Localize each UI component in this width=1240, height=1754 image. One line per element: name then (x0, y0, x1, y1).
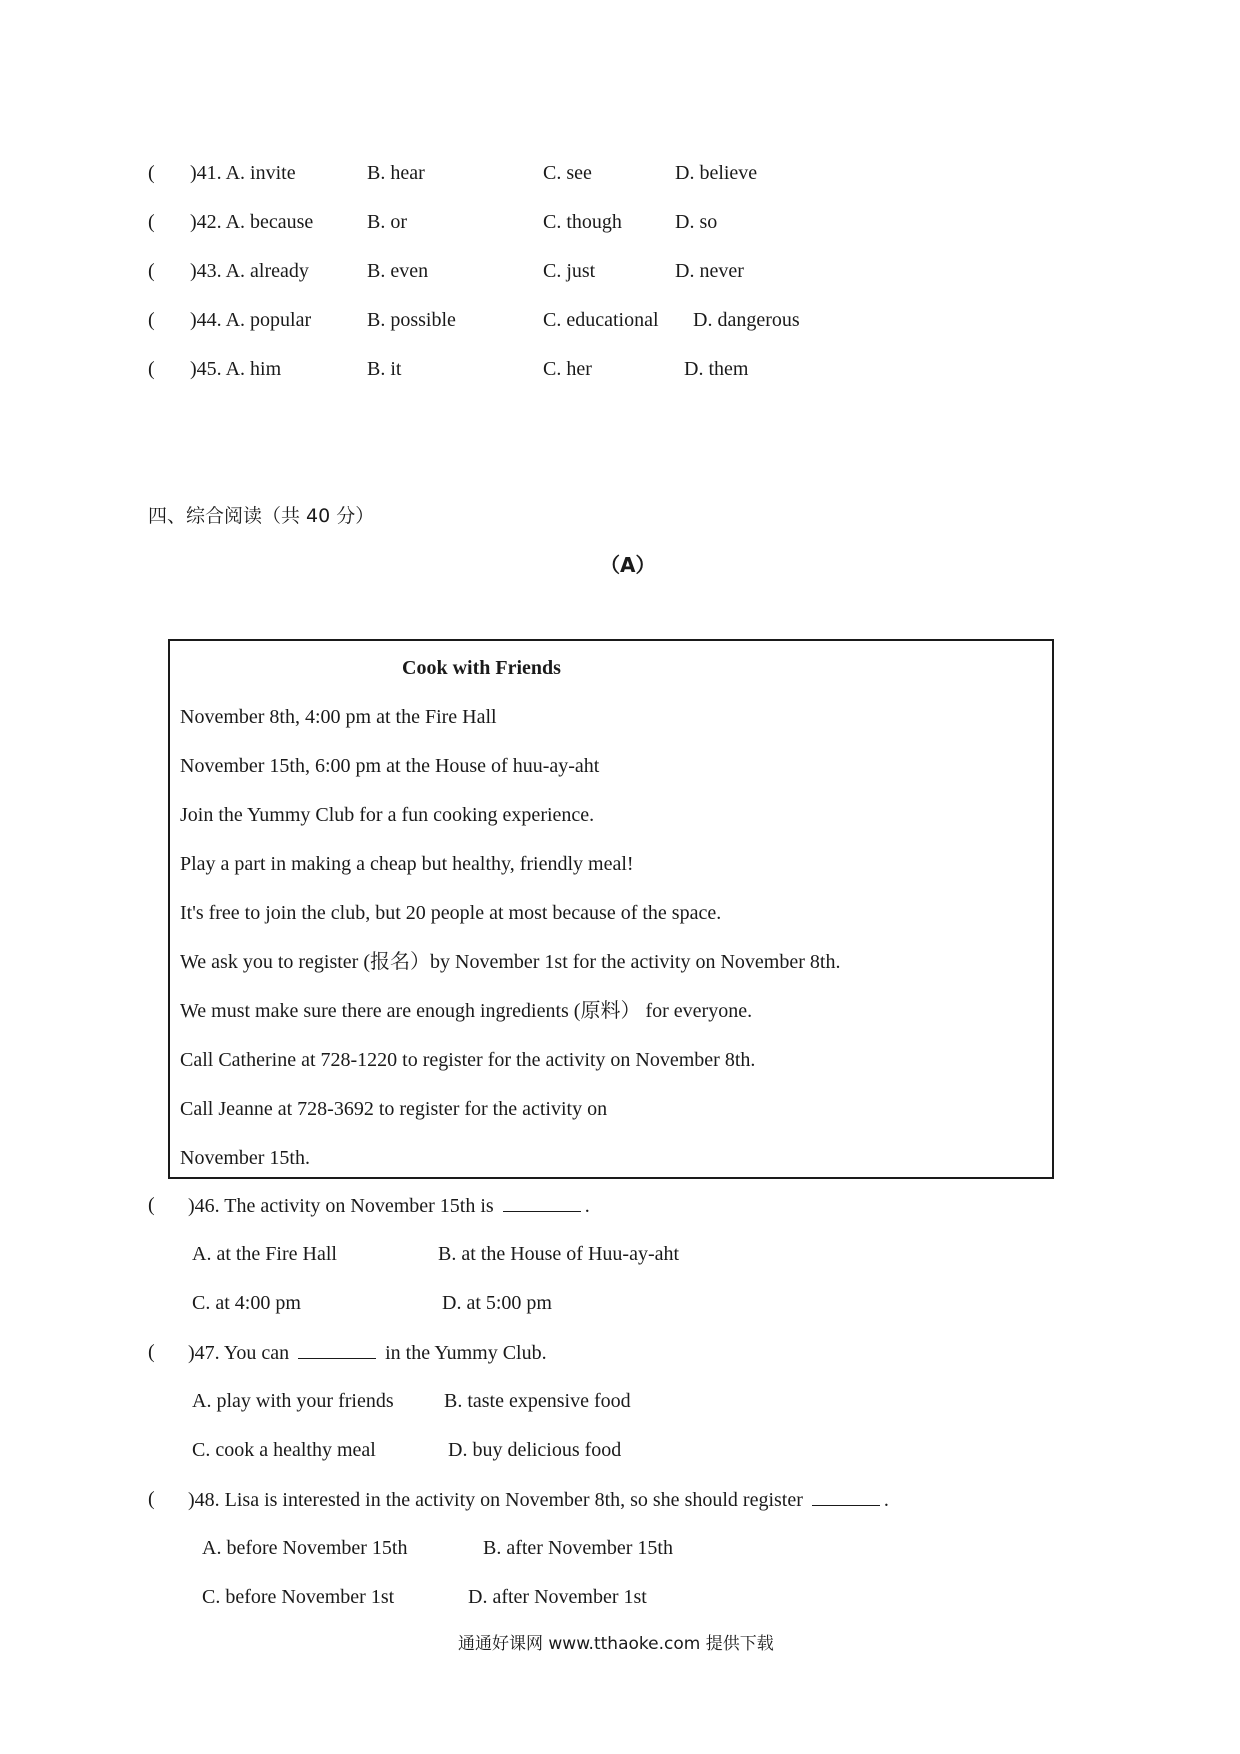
answer-blank (812, 1487, 880, 1506)
notice-line: November 15th. (180, 1147, 310, 1169)
option-b: B. taste expensive food (444, 1390, 631, 1412)
answer-paren: ( (148, 1488, 155, 1510)
answer-paren: ( (148, 162, 155, 184)
option-c: C. before November 1st (202, 1586, 395, 1608)
answer-paren: ( (148, 309, 155, 331)
section-title: 四、综合阅读（共 40 分） (148, 505, 375, 527)
answer-blank (298, 1340, 376, 1359)
notice-line: November 15th, 6:00 pm at the House of huu-ay-aht (180, 755, 600, 777)
answer-paren: ( (148, 260, 155, 282)
answer-blank (503, 1193, 581, 1212)
option-c: C. her (543, 358, 592, 380)
notice-line: Play a part in making a cheap but healthy, friendly meal! (180, 853, 634, 875)
option-c: C. at 4:00 pm (192, 1292, 301, 1314)
answer-paren: ( (148, 1194, 155, 1216)
question-number-option-a: )43. A. already (190, 260, 309, 282)
option-c: C. see (543, 162, 592, 184)
option-b: B. hear (367, 162, 425, 184)
question-number-option-a: )44. A. popular (190, 309, 312, 331)
option-c: C. educational (543, 309, 659, 331)
option-d: D. them (684, 358, 749, 380)
notice-title: Cook with Friends (402, 657, 561, 679)
notice-line: Join the Yummy Club for a fun cooking experience. (180, 804, 595, 826)
option-d: D. dangerous (693, 309, 800, 331)
option-d: D. so (675, 211, 718, 233)
option-d: D. at 5:00 pm (442, 1292, 552, 1314)
option-b: B. after November 15th (483, 1537, 673, 1559)
question-stem: )46. The activity on November 15th is . (188, 1195, 590, 1217)
option-d: D. after November 1st (468, 1586, 647, 1608)
answer-paren: ( (148, 1341, 155, 1363)
notice-line: Call Catherine at 728-1220 to register for the activity on November 8th. (180, 1049, 756, 1071)
option-b: B. or (367, 211, 407, 233)
section-part-label: （A） (600, 553, 656, 577)
option-d: D. never (675, 260, 744, 282)
option-d: D. believe (675, 162, 758, 184)
question-number-option-a: )42. A. because (190, 211, 314, 233)
option-a: A. at the Fire Hall (192, 1243, 337, 1265)
footer-text: 通通好课网 www.tthaoke.com 提供下载 (458, 1634, 774, 1654)
option-b: B. it (367, 358, 402, 380)
answer-paren: ( (148, 211, 155, 233)
option-a: A. play with your friends (192, 1390, 394, 1412)
option-b: B. even (367, 260, 429, 282)
option-b: B. at the House of Huu-ay-aht (438, 1243, 680, 1265)
notice-line: Call Jeanne at 728-3692 to register for the activity on (180, 1098, 608, 1120)
question-stem: )47. You can in the Yummy Club. (188, 1342, 547, 1364)
notice-line: It's free to join the club, but 20 people at most because of the space. (180, 902, 722, 924)
option-a: A. before November 15th (202, 1537, 408, 1559)
notice-line: We must make sure there are enough ingredients (原料） for everyone. (180, 1000, 753, 1022)
notice-box (168, 639, 1054, 1179)
question-number-option-a: )41. A. invite (190, 162, 296, 184)
question-number-option-a: )45. A. him (190, 358, 282, 380)
option-d: D. buy delicious food (448, 1439, 622, 1461)
notice-line: November 8th, 4:00 pm at the Fire Hall (180, 706, 497, 728)
option-b: B. possible (367, 309, 456, 331)
question-stem: )48. Lisa is interested in the activity on November 8th, so she should register . (188, 1489, 889, 1511)
option-c: C. though (543, 211, 622, 233)
notice-line: We ask you to register (报名）by November 1st for the activity on November 8th. (180, 951, 841, 973)
answer-paren: ( (148, 358, 155, 380)
option-c: C. just (543, 260, 596, 282)
option-c: C. cook a healthy meal (192, 1439, 376, 1461)
